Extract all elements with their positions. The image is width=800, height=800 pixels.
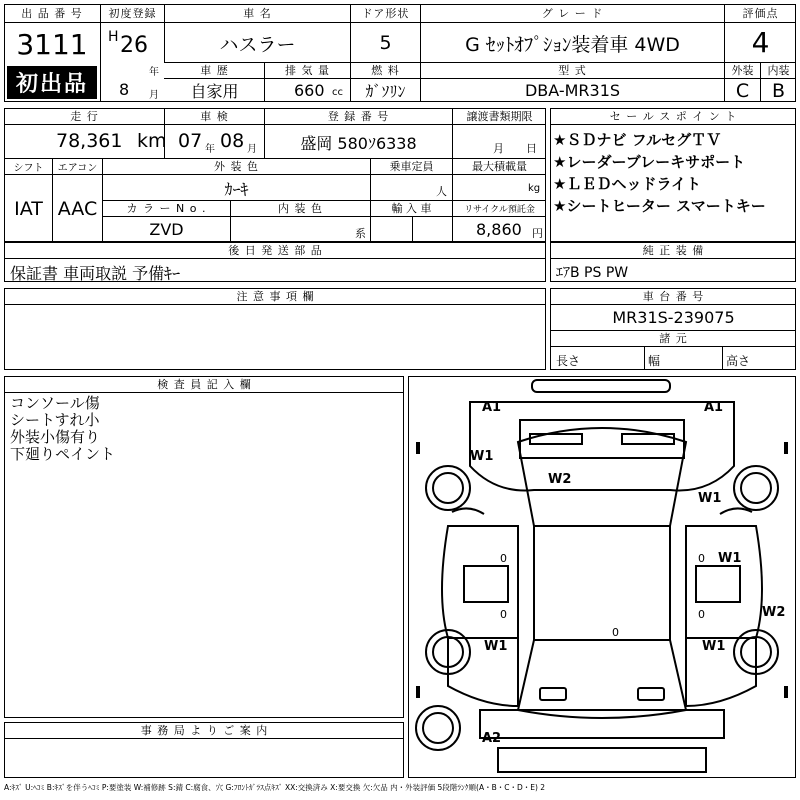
- shift-label: シフト: [13, 162, 44, 174]
- score: 4: [751, 25, 770, 59]
- fuel-label: 燃 料: [371, 64, 400, 77]
- inspection-year-unit: 年: [205, 144, 215, 155]
- interior-grade: B: [771, 79, 786, 102]
- sales-point-item: ★ＬＥＤヘッドライト: [553, 175, 701, 193]
- spec-width: 幅: [648, 354, 661, 368]
- notes-label: 注 意 事 項 欄: [236, 290, 315, 303]
- shift: IAT: [14, 198, 43, 220]
- equipment-label: 純 正 装 備: [642, 244, 705, 257]
- door-type: 5: [379, 32, 392, 54]
- ac: AAC: [57, 198, 98, 220]
- load-unit: kg: [528, 183, 541, 194]
- import-label: 輸 入 車: [391, 202, 432, 215]
- car-name: ハスラー: [219, 33, 296, 56]
- diagram-zero: 0: [500, 552, 507, 565]
- lot-number: 3111: [16, 27, 88, 61]
- mileage: 78,361: [56, 130, 123, 152]
- lot-number-label: 出 品 番 号: [21, 7, 83, 20]
- first-reg-label: 初度登録: [108, 7, 157, 20]
- color-no: ZVD: [149, 220, 184, 239]
- mileage-label: 走 行: [70, 110, 99, 123]
- reg-year: 26: [120, 33, 148, 58]
- ext-color-label: 外 装 色: [214, 160, 259, 173]
- spec-height: 高さ: [726, 354, 751, 368]
- sales-points-label: セ ー ル ス ポ イ ン ト: [609, 110, 738, 123]
- transfer-month-unit: 月: [493, 142, 504, 155]
- office-label: 事 務 局 よ り ご 案 内: [140, 724, 269, 737]
- int-color-unit: 系: [355, 227, 366, 240]
- history-label: 車 歴: [200, 64, 229, 77]
- load-label: 最大積載量: [472, 160, 527, 173]
- capacity-unit: 人: [436, 185, 447, 198]
- damage-mark-w1: W1: [470, 449, 494, 464]
- interior-label: 内装: [767, 64, 790, 77]
- inspection-month: 08: [220, 130, 245, 152]
- diagram-zero: 0: [698, 608, 705, 621]
- recycle-label: リサイクル預託金: [464, 204, 535, 215]
- legend: A:ｷｽﾞ U:ﾍｺﾐ B:ｷｽﾞを伴うﾍｺﾐ P:要塗装 W:補修跡 S:錆 C:腐食、穴 G:ﾌﾛﾝﾄｶﾞﾗｽ点ｷｽﾞ XX:交換済み X:要交換 欠:欠品 内・外装評価 5段階ﾗﾝｸ順(A・B・C・D・E) 2: [4, 783, 546, 792]
- inspector-note: 外装小傷有り: [10, 428, 101, 446]
- transfer-day-unit: 日: [526, 142, 537, 155]
- exterior-grade: C: [735, 79, 750, 102]
- transfer-label: 譲渡書類期限: [466, 110, 533, 123]
- model-code: DBA-MR31S: [524, 81, 621, 100]
- displacement: 660: [294, 81, 325, 100]
- inspector-note: コンソール傷: [10, 394, 100, 412]
- damage-mark-a2: A2: [482, 731, 502, 746]
- ac-label: エアコン: [57, 162, 98, 174]
- damage-mark-a1-right: A1: [704, 400, 724, 415]
- displacement-unit: cc: [332, 87, 343, 98]
- displacement-label: 排 気 量: [285, 64, 330, 77]
- sales-point-item: ★レーダーブレーキサポート: [553, 153, 746, 171]
- year-unit: 年: [149, 67, 159, 78]
- reg-month: 8: [119, 80, 130, 99]
- sales-point-item: ★ＳＤナビ フルセグＴＶ: [553, 131, 722, 149]
- inspector-note: シートすれ小: [10, 411, 100, 429]
- equipment-value: ｴｱB PS PW: [556, 265, 629, 281]
- diagram-zero: 0: [698, 552, 705, 565]
- car-name-label: 車 名: [243, 7, 272, 20]
- int-color-label: 内 装 色: [278, 202, 323, 215]
- month-unit: 月: [149, 90, 159, 101]
- first-listing-badge: 初出品: [7, 66, 97, 99]
- era: H: [108, 29, 119, 45]
- recycle-fee: 8,860: [476, 220, 522, 239]
- damage-mark-w1: W1: [702, 639, 726, 654]
- grade-label: グ レ ー ド: [541, 7, 604, 20]
- score-label: 評価点: [742, 7, 779, 20]
- chassis-number: MR31S-239075: [612, 308, 735, 327]
- history: 自家用: [190, 82, 239, 101]
- damage-mark-w1: W1: [698, 491, 722, 506]
- inspection-label: 車 検: [200, 110, 229, 123]
- inspection-year: 07: [178, 130, 203, 152]
- capacity-label: 乗車定員: [389, 160, 434, 173]
- damage-mark-w2: W2: [762, 605, 786, 620]
- inspector-note: 下廻りペイント: [10, 445, 116, 463]
- diagram-zero: 0: [612, 626, 619, 639]
- parts-label: 後 日 発 送 部 品: [228, 244, 323, 257]
- inspector-label: 検 査 員 記 入 欄: [157, 378, 252, 391]
- model-code-label: 型 式: [558, 64, 587, 77]
- damage-mark-w2: W2: [548, 472, 572, 487]
- car-diagram: [408, 376, 796, 778]
- damage-mark-a1-left: A1: [482, 400, 502, 415]
- diagram-zero: 0: [500, 608, 507, 621]
- inspection-month-unit: 月: [247, 144, 257, 155]
- plate-number: 盛岡 580ｿ6338: [300, 133, 417, 153]
- fuel: ｶﾞｿﾘﾝ: [365, 82, 406, 101]
- ext-color: ｶｰｷ: [224, 179, 249, 199]
- mileage-unit: km: [137, 130, 167, 152]
- chassis-label: 車 台 番 号: [642, 290, 705, 303]
- sales-point-item: ★シートヒーター スマートキー: [553, 197, 766, 215]
- parts-value: 保証書 車両取説 予備ｷｰ: [10, 264, 181, 283]
- door-label: ドア形状: [361, 7, 410, 20]
- grade: G ｾｯﾄｵﾌﾟｼｮﾝ装着車 4WD: [465, 33, 680, 56]
- color-no-label: カ ラ ー N o .: [126, 202, 207, 215]
- specs-label: 諸 元: [659, 332, 688, 345]
- damage-mark-w1: W1: [484, 639, 508, 654]
- recycle-unit: 円: [532, 227, 543, 240]
- exterior-label: 外装: [731, 64, 754, 77]
- spec-length: 長さ: [556, 354, 581, 368]
- damage-mark-w1: W1: [718, 551, 742, 566]
- plate-label: 登 録 番 号: [327, 110, 390, 123]
